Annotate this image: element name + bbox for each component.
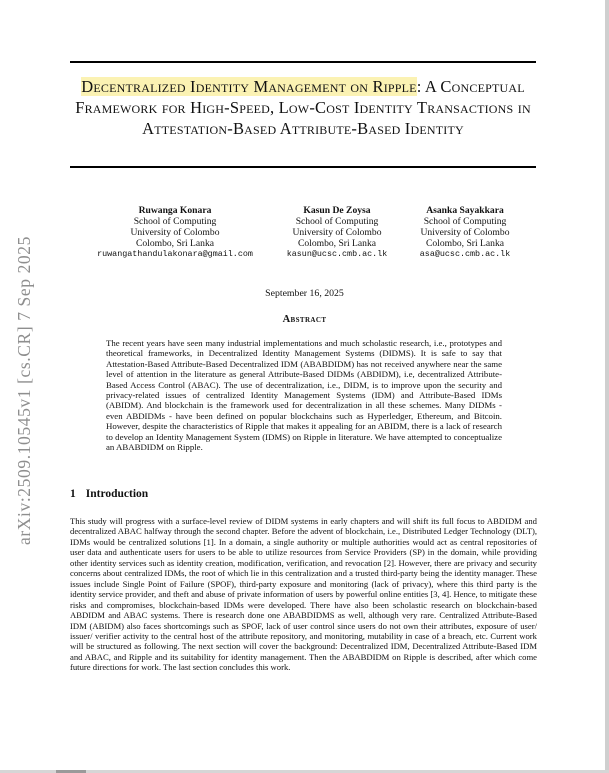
author-location: Colombo, Sri Lanka	[297, 238, 377, 249]
section-title: Introduction	[85, 488, 149, 500]
section-heading	[70, 488, 148, 500]
author-dept: School of Computing	[295, 216, 379, 227]
page-frame-right	[605, 0, 609, 773]
title-rest: : A Conceptual Framework for High-Speed, Low-Cost Identity Transactions in Attestation-Based Attribute-Based Identity	[75, 77, 531, 138]
author-location: Colombo, Sri Lanka	[135, 238, 215, 249]
author-3	[375, 205, 555, 260]
author-org: University of Colombo	[420, 227, 510, 238]
author-name: Kasun De Zoysa	[303, 205, 371, 216]
paper-title	[70, 76, 536, 139]
abstract-heading: Abstract	[282, 314, 327, 325]
author-name: Ruwanga Konara	[138, 205, 212, 216]
arxiv-stamp: arXiv:2509.10545v1 [cs.CR] 7 Sep 2025	[14, 236, 34, 545]
author-email[interactable]: asa@ucsc.cmb.ac.lk	[419, 249, 511, 259]
author-1	[85, 205, 265, 260]
author-org: University of Colombo	[130, 227, 220, 238]
author-email[interactable]: ruwangathandulakonara@gmail.com	[97, 249, 253, 259]
body-paragraph: This study will progress with a surface-level review of DIDM systems in early chapters and will shift its full focus to ABDIDM and decentralized ABAC halfway through the second chapter. Before the advent of blockchain, i.e., Distributed Ledger Technology (DLT), IDMs would be centralized solutions [1]. In a domain, a single authority or multiple authorities would act as central repositories of user data and authenticate users for users to be able to utilize resources from Service Providers (SP) in the domain, while providing other identity services such as identity creation, modification, verification, and revocation [2]. However, there are privacy and security concerns about centralized IDMs, the root of which lie in this centralization and a trusted third-party being the identity manager. These issues include Single Point of Failure (SPOF), third-party exposure and monitoring (lack of privacy), where this third party is the identity service provider, and theft and abuse of private information of users by powerful online entities [3, 4]. Hence, to mitigate these risks and compromises, blockchain-based IDMs were developed. There have also been scholastic research on blockchain-based ABDIDM and ABAC systems. There is research done one ABABDIDMS as well, although very rare. Centralized Attribute-Based IDM (ABIDM) also faces shortcomings such as SPOF, lack of user control since users do not own their attributes, exposure of user/ issuer/ verifier activity to the central host of the attribute repository, and monitoring, mutability in case of a breach, etc. Current work will be structured as following. The next section will cover the background: Decentralized IDM, Decentralized Attribute-Based IDM and ABAC, and Ripple and its suitability for identity management. Then the ABABDIDM on Ripple is described, after which come future directions for work. The last section concludes this work.	[70, 516, 537, 673]
title-highlighted: Decentralized Identity Management on Ripple	[81, 77, 417, 96]
author-dept: School of Computing	[423, 216, 507, 227]
title-rule-bottom	[70, 166, 536, 168]
author-email[interactable]: kasun@ucsc.cmb.ac.lk	[286, 249, 388, 259]
author-org: University of Colombo	[292, 227, 382, 238]
paper-date: September 16, 2025	[265, 288, 344, 299]
abstract-text: The recent years have seen many industrial implementations and much scholastic research, i.e., prototypes and theoretical frameworks, in Decentralized Identity Management Systems (DIDMS). It is safe to say that Attestation-Based Attribute-Based Decentralized IDM (ABABDIDM) has not received anywhere near the same level of attention in the literature as general Attribute-Based DIDMs (ABDIDM), i.e, decentralized Attribute-Based Access Control (ABAC). The use of decentralization, i.e., DIDM, is to improve upon the security and privacy-related issues of centralized Identity Management Systems (IDM) and Attribute-Based IDMs (ABIDM). And blockchain is the framework used for decentralization in all these schemes. Many DIDMs - even ABDIDMs - have been defined on popular blockchains such as Hyperledger, Ethereum, and Bitcoin. However, despite the characteristics of Ripple that makes it appealing for an ABIDM, there is a lack of research to develop an Identity Management System (IDMS) on Ripple in literature. We have attempted to conceptualize an ABABDIDM on Ripple.	[106, 338, 502, 453]
author-name: Asanka Sayakkara	[426, 205, 504, 216]
section-number: 1	[70, 488, 76, 500]
title-rule-top	[70, 61, 536, 63]
author-dept: School of Computing	[133, 216, 217, 227]
author-location: Colombo, Sri Lanka	[425, 238, 505, 249]
